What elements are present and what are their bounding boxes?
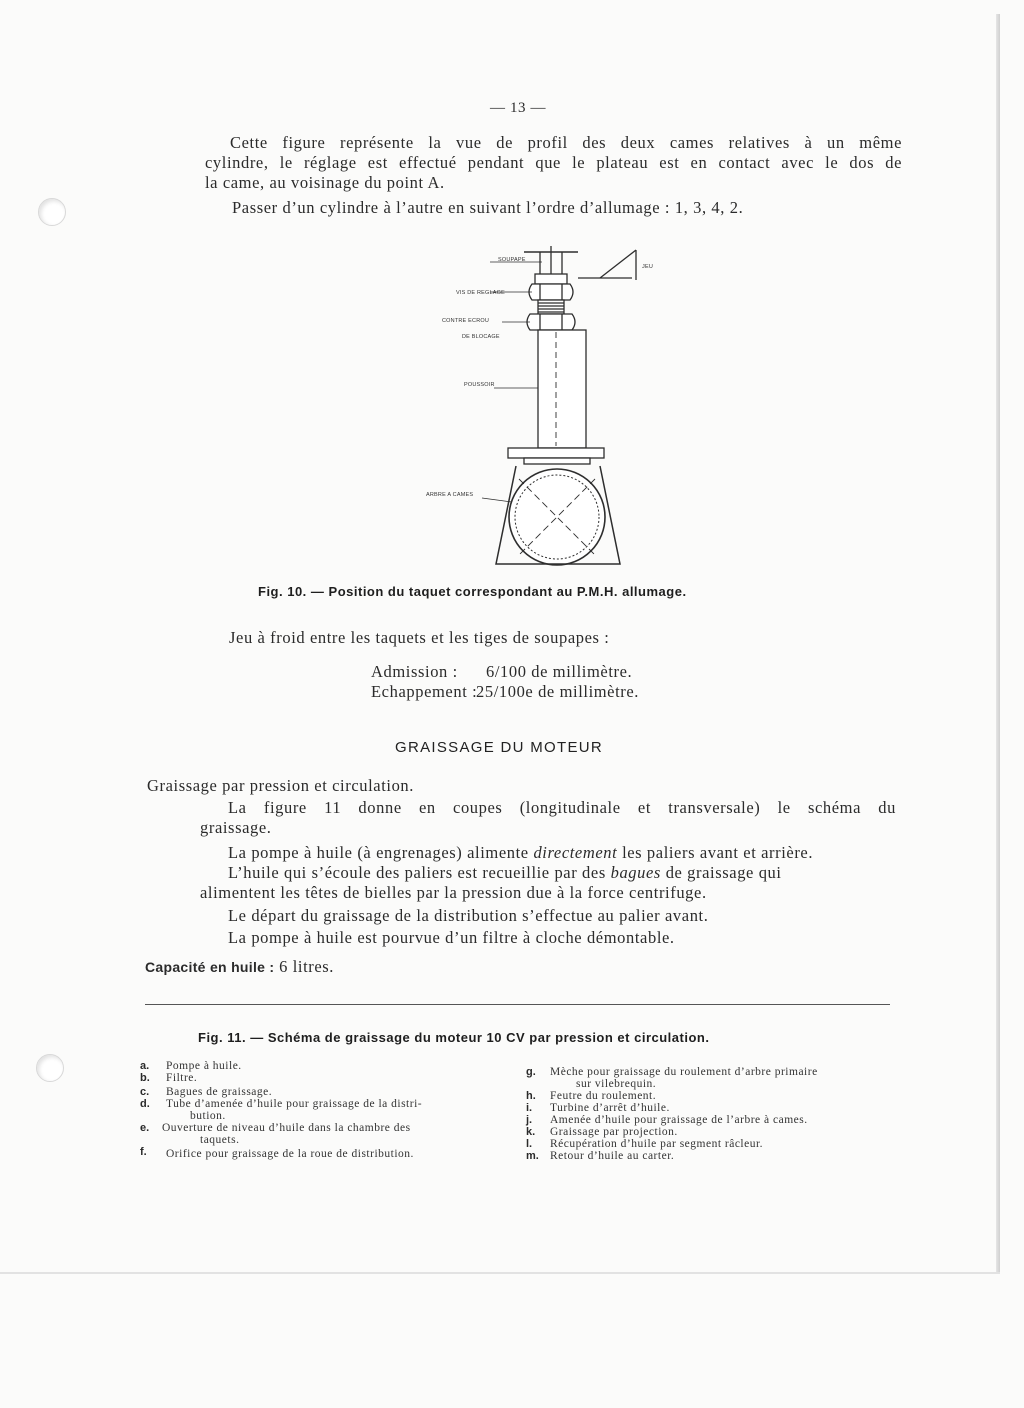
legend-key-c: c. xyxy=(140,1086,150,1098)
figure-10-title: — Position du taquet correspondant au P.M.H. allumage. xyxy=(310,584,687,599)
legend-item-k: Graissage par projection. xyxy=(550,1126,678,1138)
legend-item-e-cont: taquets. xyxy=(200,1134,240,1146)
legend-key-d: d. xyxy=(140,1098,150,1110)
legend-key-g: g. xyxy=(526,1066,536,1078)
clearance-intro: Jeu à froid entre les taquets et les tiges de soupapes : xyxy=(229,628,610,647)
page-edge-shadow xyxy=(996,14,1000,1274)
lubrication-line-6: alimentent les têtes de bielles par la pression due à la force centrifuge. xyxy=(200,883,707,902)
legend-item-d: Tube d’amenée d’huile pour graissage de la distri- xyxy=(166,1098,423,1110)
legend-key-l: l. xyxy=(526,1138,533,1150)
intro-line-4: Passer d’un cylindre à l’autre en suivant l’ordre d’allumage : 1, 3, 4, 2. xyxy=(232,198,744,217)
punch-hole-top xyxy=(38,198,66,226)
label-poussoir: POUSSOIR xyxy=(464,382,495,388)
clearance-echappement-value: 25/100e de millimètre. xyxy=(476,682,640,701)
lubrication-line-1: Graissage par pression et circulation. xyxy=(147,776,415,795)
label-arbre-a-cames: ARBRE A CAMES xyxy=(426,492,474,498)
lubrication-line-8: La pompe à huile est pourvue d’un filtre à cloche démontable. xyxy=(228,928,675,947)
lubrication-line-3: graissage. xyxy=(200,818,272,837)
legend-key-b: b. xyxy=(140,1072,150,1084)
legend-item-j: Amenée d’huile pour graissage de l’arbre à cames. xyxy=(550,1114,808,1126)
legend-key-i: i. xyxy=(526,1102,533,1114)
legend-key-k: k. xyxy=(526,1126,536,1138)
legend-key-f: f. xyxy=(140,1146,147,1158)
legend-item-b: Filtre. xyxy=(166,1072,198,1084)
clearance-admission-value: 6/100 de millimètre. xyxy=(486,662,633,681)
label-de-blocage: DE BLOCAGE xyxy=(462,334,500,340)
page-bottom-edge xyxy=(0,1272,1000,1274)
lubrication-line-5 xyxy=(228,863,782,883)
label-soupape: SOUPAPE xyxy=(498,257,526,263)
legend-item-g-cont: sur vilebrequin. xyxy=(576,1078,657,1090)
intro-line-2: cylindre, le réglage est effectué pendant que le plateau est en contact avec le dos de xyxy=(205,153,902,172)
figure-10-number: Fig. 10. xyxy=(258,584,307,599)
clearance-echappement-label: Echappement : xyxy=(371,682,478,701)
clearance-admission-label: Admission : xyxy=(371,662,458,681)
figure-10-diagram xyxy=(420,240,670,580)
legend-item-g: Mèche pour graissage du roulement d’arbre primaire xyxy=(550,1066,818,1078)
lubrication-line-7: Le départ du graissage de la distribution s’effectue au palier avant. xyxy=(228,906,709,925)
oil-capacity xyxy=(145,957,334,978)
legend-item-m: Retour d’huile au carter. xyxy=(550,1150,675,1162)
legend-item-h: Feutre du roulement. xyxy=(550,1090,657,1102)
legend-item-c: Bagues de graissage. xyxy=(166,1086,273,1098)
oil-capacity-value: 6 litres. xyxy=(279,957,335,976)
lubrication-line-4-end: les paliers avant et arrière. xyxy=(622,843,814,862)
separator-rule xyxy=(145,1004,890,1005)
lubrication-line-5-end: de graissage qui xyxy=(665,863,782,882)
intro-line-1: Cette figure représente la vue de profil des deux cames relatives à un même xyxy=(230,133,902,152)
figure-11-number: Fig. 11. xyxy=(198,1030,247,1045)
legend-item-l: Récupération d’huile par segment râcleur. xyxy=(550,1138,764,1150)
lubrication-line-2: La figure 11 donne en coupes (longitudinale et transversale) le schéma du xyxy=(228,798,896,817)
intro-line-3: la came, au voisinage du point A. xyxy=(205,173,445,192)
label-jeu: JEU xyxy=(642,264,653,270)
legend-item-a: Pompe à huile. xyxy=(166,1060,242,1072)
oil-capacity-label: Capacité en huile : xyxy=(145,959,275,975)
legend-item-d-cont: bution. xyxy=(190,1110,226,1122)
lubrication-line-5-emphasis: bagues xyxy=(610,863,661,882)
legend-key-j: j. xyxy=(526,1114,533,1126)
punch-hole-bottom xyxy=(36,1054,64,1082)
label-vis-de-reglage: VIS DE REGLAGE xyxy=(456,290,505,296)
legend-item-f: Orifice pour graissage de la roue de distribution. xyxy=(166,1148,414,1160)
legend-item-e: Ouverture de niveau d’huile dans la chambre des xyxy=(162,1122,411,1134)
lubrication-line-4-start: La pompe à huile (à engrenages) alimente xyxy=(228,843,529,862)
label-contre-ecrou: CONTRE ECROU xyxy=(442,318,490,324)
figure-11-caption xyxy=(198,1030,709,1045)
lubrication-line-4 xyxy=(228,843,813,863)
figure-11-title: — Schéma de graissage du moteur 10 CV par pression et circulation. xyxy=(250,1030,710,1045)
section-title: GRAISSAGE DU MOTEUR xyxy=(395,739,604,756)
figure-10-caption xyxy=(258,584,687,599)
legend-item-i: Turbine d’arrêt d’huile. xyxy=(550,1102,670,1114)
legend-key-h: h. xyxy=(526,1090,536,1102)
page-number: — 13 — xyxy=(490,100,547,116)
legend-key-e: e. xyxy=(140,1122,150,1134)
legend-key-m: m. xyxy=(526,1150,539,1162)
lubrication-line-4-emphasis: directement xyxy=(533,843,618,862)
lubrication-line-5-start: L’huile qui s’écoule des paliers est recueillie par des xyxy=(228,863,606,882)
legend-key-a: a. xyxy=(140,1060,150,1072)
